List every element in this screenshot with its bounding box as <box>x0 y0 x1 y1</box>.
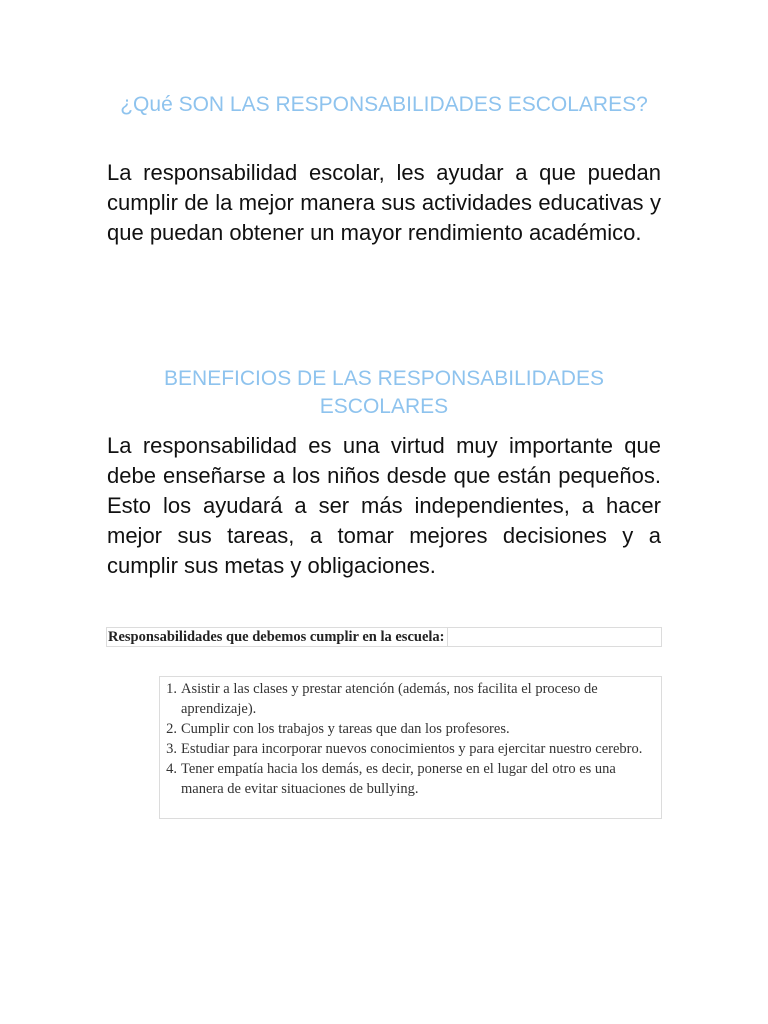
section-heading-what-are: ¿Qué SON LAS RESPONSABILIDADES ESCOLARES? <box>120 93 648 116</box>
list-item-text: Cumplir con los trabajos y tareas que dan los profesores. <box>181 721 510 737</box>
responsibilities-label: Responsabilidades que debemos cumplir en la escuela: <box>107 628 448 646</box>
list-item <box>160 759 661 799</box>
responsibilities-list <box>160 679 661 799</box>
list-item-text: Tener empatía hacia los demás, es decir, ponerse en el lugar del otro es una manera de evitar situaciones de bullying. <box>181 761 616 797</box>
responsibilities-label-box <box>106 627 662 647</box>
section-heading-benefits: BENEFICIOS DE LAS RESPONSABILIDADES ESCOLARES <box>164 367 604 418</box>
list-item-text: Estudiar para incorporar nuevos conocimientos y para ejercitar nuestro cerebro. <box>181 741 643 757</box>
list-item-number: 1. <box>166 681 177 697</box>
section-paragraph-what-are: La responsabilidad escolar, les ayudar a que puedan cumplir de la mejor manera sus actividades educativas y que puedan obtener un mayor rendimiento académico. <box>107 160 661 245</box>
list-item-text: Asistir a las clases y prestar atención (además, nos facilita el proceso de aprendizaje). <box>181 681 598 717</box>
list-item-number: 2. <box>166 721 177 737</box>
section-paragraph-benefits: La responsabilidad es una virtud muy importante que debe enseñarse a los niños desde que están pequeños. Esto los ayudará a ser más independientes, a hacer mejor sus tareas, a tomar mejores decisiones y a cumplir sus metas y obligaciones. <box>107 433 661 578</box>
responsibilities-list-box <box>159 676 662 819</box>
list-item-number: 4. <box>166 761 177 777</box>
list-item-number: 3. <box>166 741 177 757</box>
list-item <box>160 679 661 719</box>
list-item <box>160 739 661 759</box>
list-item <box>160 719 661 739</box>
